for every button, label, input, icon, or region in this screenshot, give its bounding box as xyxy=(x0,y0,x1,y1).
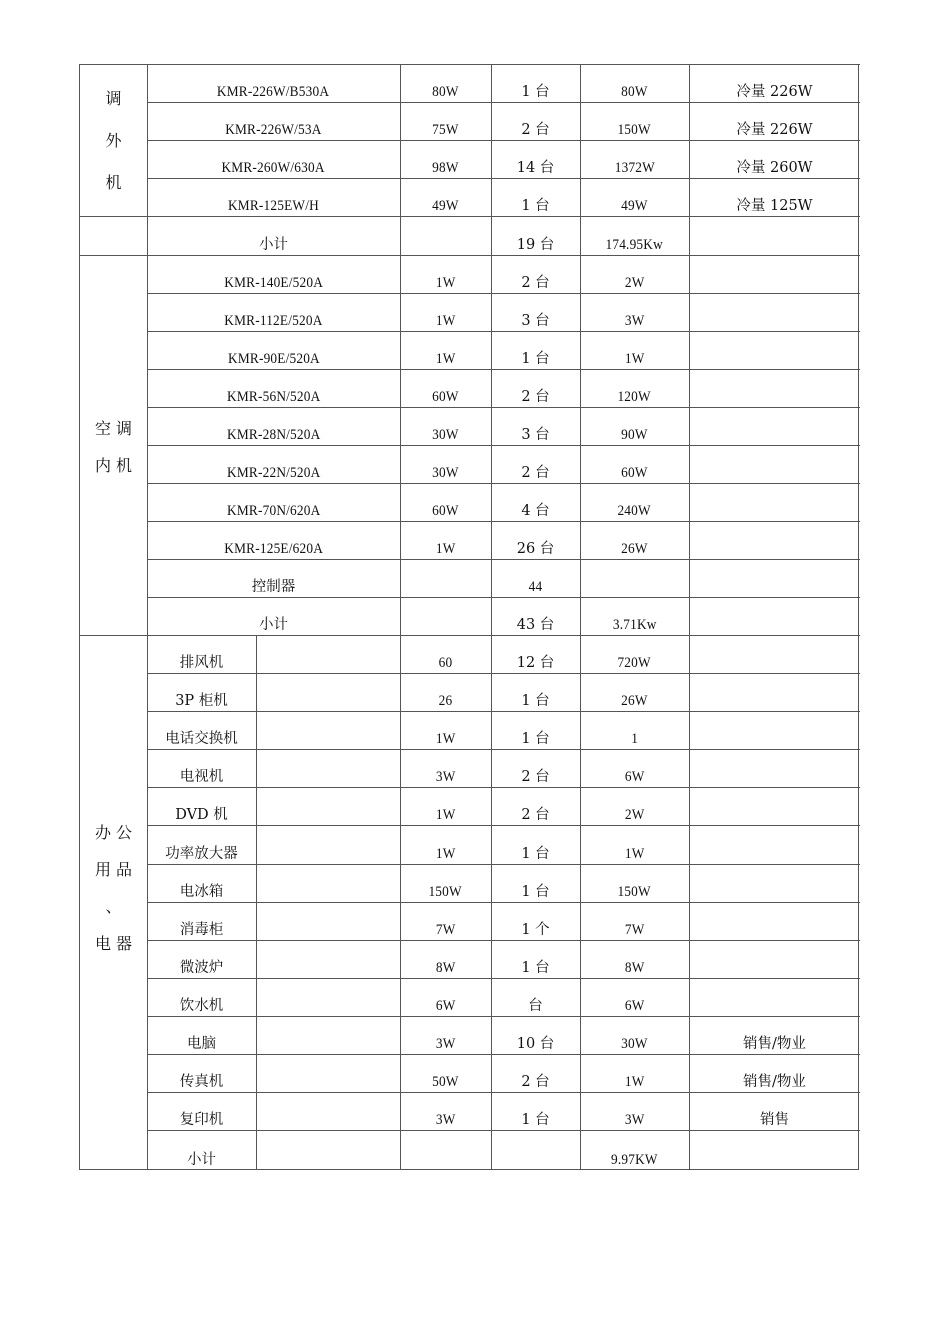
quantity-cell-text: 1 台 xyxy=(521,84,550,100)
quantity-cell-text: 12 台 xyxy=(516,655,555,671)
total-power-cell-text: 49W xyxy=(621,198,648,214)
item-name-cell-text: KMR-70N/620A xyxy=(226,503,321,519)
unit-power-cell-text: 50W xyxy=(432,1074,459,1090)
item-name-cell-text: 复印机 xyxy=(179,1112,224,1128)
total-power-cell-text: 9.97KW xyxy=(611,1152,658,1168)
item-name-cell-text: 排风机 xyxy=(179,655,224,671)
unit-power-cell-text: 1W xyxy=(435,846,456,862)
remark-cell xyxy=(689,521,860,559)
remark-cell xyxy=(689,369,860,407)
total-power-cell-text: 26W xyxy=(621,693,648,709)
unit-power-cell xyxy=(400,978,491,1016)
quantity-cell xyxy=(491,445,580,483)
total-power-cell xyxy=(580,407,689,445)
group-label-line: 外 xyxy=(105,131,122,150)
total-power-cell-text: 26W xyxy=(621,541,648,557)
remark-cell xyxy=(689,825,860,864)
total-power-cell-text: 6W xyxy=(624,998,645,1014)
item-name-cell-text: KMR-90E/520A xyxy=(227,351,320,367)
unit-power-cell-text: 1W xyxy=(435,351,456,367)
unit-power-cell-text: 7W xyxy=(435,922,456,938)
total-power-cell-text: 60W xyxy=(621,465,648,481)
remark-cell xyxy=(689,940,860,978)
remark-cell xyxy=(689,140,860,178)
total-power-cell xyxy=(580,216,689,255)
item-name-cell-text: KMR-260W/630A xyxy=(221,160,326,176)
remark-cell-text: 冷量 125W xyxy=(736,198,813,214)
item-name-cell xyxy=(147,178,400,216)
item-name-cell-text: KMR-226W/53A xyxy=(225,122,322,138)
quantity-cell xyxy=(491,1130,580,1170)
unit-power-cell-text: 26 xyxy=(438,693,453,709)
quantity-cell xyxy=(491,293,580,331)
quantity-cell xyxy=(491,635,580,673)
quantity-cell-text: 1 个 xyxy=(521,922,550,938)
quantity-cell-text: 43 台 xyxy=(516,617,555,633)
total-power-cell xyxy=(580,1130,689,1170)
group-label-line: 用 品 xyxy=(94,860,133,879)
total-power-cell xyxy=(580,749,689,787)
total-power-cell xyxy=(580,787,689,825)
unit-power-cell xyxy=(400,673,491,711)
total-power-cell-text: 3W xyxy=(624,313,645,329)
unit-power-cell-text: 150W xyxy=(428,884,463,900)
remark-cell xyxy=(689,559,860,597)
unit-power-cell xyxy=(400,940,491,978)
quantity-cell-text: 3 台 xyxy=(521,427,550,443)
item-name-cell xyxy=(147,102,400,140)
unit-power-cell xyxy=(400,64,491,102)
quantity-cell xyxy=(491,864,580,902)
group-label-office xyxy=(80,820,147,954)
unit-power-cell xyxy=(400,369,491,407)
unit-power-cell xyxy=(400,711,491,749)
quantity-cell xyxy=(491,178,580,216)
remark-cell xyxy=(689,293,860,331)
quantity-cell-text: 14 台 xyxy=(516,160,555,176)
group-label-line: 内 机 xyxy=(94,456,133,475)
group-label-line: 电 器 xyxy=(94,934,133,953)
item-name-cell-text: 控制器 xyxy=(251,579,296,595)
item-name-cell-text: KMR-56N/520A xyxy=(226,389,321,405)
unit-power-cell xyxy=(400,178,491,216)
item-name-cell xyxy=(147,369,400,407)
total-power-cell-text: 7W xyxy=(624,922,645,938)
total-power-cell-text: 240W xyxy=(617,503,652,519)
total-power-cell xyxy=(580,978,689,1016)
total-power-cell-text: 150W xyxy=(617,122,652,138)
group-label-line: 空 调 xyxy=(94,419,133,438)
quantity-cell xyxy=(491,369,580,407)
total-power-cell xyxy=(580,445,689,483)
quantity-cell-text: 10 台 xyxy=(516,1036,555,1052)
total-power-cell xyxy=(580,483,689,521)
unit-power-cell xyxy=(400,1054,491,1092)
item-name-cell xyxy=(147,407,400,445)
total-power-cell xyxy=(580,559,689,597)
quantity-cell-text: 4 台 xyxy=(521,503,550,519)
total-power-cell xyxy=(580,825,689,864)
group-label-line: 机 xyxy=(105,173,122,192)
remark-cell xyxy=(689,1092,860,1130)
unit-power-cell-text: 49W xyxy=(432,198,459,214)
unit-power-cell-text: 1W xyxy=(435,731,456,747)
quantity-cell-text: 2 台 xyxy=(521,275,550,291)
quantity-cell-text: 1 台 xyxy=(521,351,550,367)
unit-power-cell xyxy=(400,559,491,597)
quantity-cell-text: 26 台 xyxy=(516,541,555,557)
quantity-cell xyxy=(491,331,580,369)
quantity-cell-text: 2 台 xyxy=(521,465,550,481)
unit-power-cell xyxy=(400,749,491,787)
item-name-cell xyxy=(147,64,400,102)
item-name-cell xyxy=(147,445,400,483)
remark-cell xyxy=(689,902,860,940)
quantity-cell xyxy=(491,1092,580,1130)
remark-cell xyxy=(689,331,860,369)
total-power-cell xyxy=(580,64,689,102)
unit-power-cell-text: 1W xyxy=(435,541,456,557)
item-name-cell-text: 小计 xyxy=(187,1152,216,1168)
item-name-cell-text: 小计 xyxy=(259,237,288,253)
quantity-cell-text: 1 台 xyxy=(521,1112,550,1128)
remark-cell-text: 冷量 226W xyxy=(736,84,813,100)
item-name-cell-text: 饮水机 xyxy=(179,998,224,1014)
total-power-cell-text: 6W xyxy=(624,769,645,785)
total-power-cell xyxy=(580,369,689,407)
total-power-cell xyxy=(580,331,689,369)
remark-cell xyxy=(689,407,860,445)
remark-cell xyxy=(689,445,860,483)
remark-cell xyxy=(689,1130,860,1170)
total-power-cell-text: 1W xyxy=(624,351,645,367)
unit-power-cell xyxy=(400,1092,491,1130)
quantity-cell xyxy=(491,559,580,597)
item-name-cell-text: 电话交换机 xyxy=(165,731,238,747)
quantity-cell xyxy=(491,216,580,255)
item-name-cell xyxy=(147,559,400,597)
quantity-cell-text: 1 台 xyxy=(521,693,550,709)
item-name-cell xyxy=(147,864,256,902)
unit-power-cell-text: 60 xyxy=(438,655,453,671)
item-name-cell-text: 传真机 xyxy=(179,1074,224,1090)
item-name-cell-text: 功率放大器 xyxy=(165,846,238,862)
remark-cell xyxy=(689,255,860,293)
unit-power-cell xyxy=(400,1016,491,1054)
quantity-cell xyxy=(491,787,580,825)
remark-cell xyxy=(689,787,860,825)
total-power-cell xyxy=(580,178,689,216)
total-power-cell-text: 80W xyxy=(621,84,648,100)
quantity-cell-text: 44 xyxy=(528,579,543,595)
unit-power-cell-text: 30W xyxy=(432,465,459,481)
remark-cell xyxy=(689,673,860,711)
remark-cell-text: 销售/物业 xyxy=(743,1074,806,1090)
total-power-cell-text: 1372W xyxy=(614,160,655,176)
item-name-cell xyxy=(147,902,256,940)
item-name-cell xyxy=(147,1054,256,1092)
item-name-cell xyxy=(147,749,256,787)
item-name-cell-text: 消毒柜 xyxy=(179,922,224,938)
quantity-cell xyxy=(491,673,580,711)
item-name-cell xyxy=(147,483,400,521)
total-power-cell xyxy=(580,102,689,140)
quantity-cell-text: 1 台 xyxy=(521,846,550,862)
unit-power-cell-text: 60W xyxy=(432,503,459,519)
quantity-cell-text: 1 台 xyxy=(521,198,550,214)
quantity-cell xyxy=(491,521,580,559)
total-power-cell-text: 2W xyxy=(624,275,645,291)
item-name-cell xyxy=(147,1016,256,1054)
item-name-cell-text: KMR-226W/B530A xyxy=(217,84,330,100)
unit-power-cell-text: 6W xyxy=(435,998,456,1014)
unit-power-cell-text: 3W xyxy=(435,769,456,785)
item-name-cell-text: KMR-125E/620A xyxy=(224,541,323,557)
item-name-cell xyxy=(147,255,400,293)
remark-cell xyxy=(689,216,860,255)
remark-cell-text: 冷量 226W xyxy=(736,122,813,138)
group-label-line: 、 xyxy=(105,897,122,916)
unit-power-cell-text: 98W xyxy=(432,160,459,176)
unit-power-cell xyxy=(400,216,491,255)
equipment-power-table xyxy=(79,64,859,1170)
unit-power-cell xyxy=(400,825,491,864)
total-power-cell xyxy=(580,673,689,711)
unit-power-cell xyxy=(400,864,491,902)
total-power-cell-text: 1W xyxy=(624,1074,645,1090)
total-power-cell-text: 1W xyxy=(624,846,645,862)
total-power-cell-text: 1 xyxy=(631,731,638,747)
total-power-cell xyxy=(580,255,689,293)
item-name-cell xyxy=(147,978,256,1016)
item-name-cell xyxy=(147,940,256,978)
quantity-cell-text: 2 台 xyxy=(521,769,550,785)
quantity-cell-text: 2 台 xyxy=(521,389,550,405)
unit-power-cell-text: 60W xyxy=(432,389,459,405)
quantity-cell-text: 19 台 xyxy=(516,237,555,253)
quantity-cell xyxy=(491,255,580,293)
quantity-cell xyxy=(491,749,580,787)
quantity-cell-text: 2 台 xyxy=(521,1074,550,1090)
quantity-cell xyxy=(491,825,580,864)
item-name-cell xyxy=(147,825,256,864)
total-power-cell xyxy=(580,521,689,559)
quantity-cell xyxy=(491,1016,580,1054)
quantity-cell xyxy=(491,1054,580,1092)
item-name-cell xyxy=(147,140,400,178)
total-power-cell xyxy=(580,902,689,940)
item-name-cell xyxy=(147,1130,256,1170)
item-name-cell xyxy=(147,635,256,673)
quantity-cell-text: 3 台 xyxy=(521,313,550,329)
item-name-cell-text: 电脑 xyxy=(187,1036,216,1052)
remark-cell xyxy=(689,978,860,1016)
quantity-cell-text: 2 台 xyxy=(521,122,550,138)
item-name-cell xyxy=(147,331,400,369)
unit-power-cell xyxy=(400,902,491,940)
unit-power-cell xyxy=(400,597,491,635)
item-name-cell xyxy=(147,787,256,825)
group-label-ac_outdoor xyxy=(80,86,147,193)
item-name-cell xyxy=(147,711,256,749)
unit-power-cell-text: 3W xyxy=(435,1036,456,1052)
quantity-cell xyxy=(491,102,580,140)
remark-cell xyxy=(689,1054,860,1092)
remark-cell-text: 销售 xyxy=(760,1112,789,1128)
total-power-cell xyxy=(580,1016,689,1054)
remark-cell xyxy=(689,597,860,635)
group-label-line: 办 公 xyxy=(94,823,133,842)
item-name-cell-text: 电冰箱 xyxy=(179,884,224,900)
remark-cell xyxy=(689,102,860,140)
total-power-cell xyxy=(580,597,689,635)
quantity-cell-text: 2 台 xyxy=(521,807,550,823)
unit-power-cell xyxy=(400,445,491,483)
unit-power-cell xyxy=(400,407,491,445)
total-power-cell xyxy=(580,940,689,978)
total-power-cell xyxy=(580,864,689,902)
remark-cell xyxy=(689,1016,860,1054)
total-power-cell-text: 30W xyxy=(621,1036,648,1052)
total-power-cell xyxy=(580,1054,689,1092)
remark-cell xyxy=(689,711,860,749)
unit-power-cell-text: 3W xyxy=(435,1112,456,1128)
total-power-cell-text: 3.71Kw xyxy=(612,617,657,633)
unit-power-cell xyxy=(400,787,491,825)
item-name-cell xyxy=(147,597,400,635)
unit-power-cell xyxy=(400,521,491,559)
total-power-cell xyxy=(580,711,689,749)
total-power-cell xyxy=(580,1092,689,1130)
remark-cell xyxy=(689,864,860,902)
unit-power-cell xyxy=(400,255,491,293)
quantity-cell xyxy=(491,902,580,940)
remark-cell-text: 销售/物业 xyxy=(743,1036,806,1052)
item-name-cell-text: 3P 柜机 xyxy=(175,693,228,709)
unit-power-cell xyxy=(400,635,491,673)
quantity-cell xyxy=(491,940,580,978)
total-power-cell-text: 2W xyxy=(624,807,645,823)
group-label-ac_indoor xyxy=(80,416,147,476)
remark-cell xyxy=(689,749,860,787)
item-name-cell-text: DVD 机 xyxy=(175,807,228,823)
unit-power-cell-text: 1W xyxy=(435,275,456,291)
unit-power-cell-text: 75W xyxy=(432,122,459,138)
total-power-cell-text: 150W xyxy=(617,884,652,900)
quantity-cell-text: 1 台 xyxy=(521,884,550,900)
quantity-cell xyxy=(491,483,580,521)
unit-power-cell-text: 1W xyxy=(435,313,456,329)
total-power-cell-text: 720W xyxy=(617,655,652,671)
unit-power-cell xyxy=(400,140,491,178)
total-power-cell xyxy=(580,635,689,673)
total-power-cell xyxy=(580,293,689,331)
item-name-cell-text: 电视机 xyxy=(179,769,224,785)
item-name-cell-text: KMR-28N/520A xyxy=(226,427,321,443)
total-power-cell-text: 3W xyxy=(624,1112,645,1128)
unit-power-cell xyxy=(400,293,491,331)
item-name-cell-text: KMR-125EW/H xyxy=(228,198,319,214)
item-name-cell xyxy=(147,521,400,559)
quantity-cell xyxy=(491,64,580,102)
quantity-cell-text: 1 台 xyxy=(521,960,550,976)
group-label-line: 调 xyxy=(105,89,122,108)
total-power-cell-text: 90W xyxy=(621,427,648,443)
unit-power-cell xyxy=(400,331,491,369)
item-name-cell-text: KMR-22N/520A xyxy=(226,465,321,481)
item-name-cell-text: 小计 xyxy=(259,617,288,633)
item-name-cell-text: KMR-140E/520A xyxy=(224,275,323,291)
unit-power-cell-text: 8W xyxy=(435,960,456,976)
total-power-cell xyxy=(580,140,689,178)
total-power-cell-text: 174.95Kw xyxy=(605,237,664,253)
quantity-cell xyxy=(491,140,580,178)
quantity-cell xyxy=(491,407,580,445)
unit-power-cell xyxy=(400,1130,491,1170)
quantity-cell xyxy=(491,978,580,1016)
remark-cell xyxy=(689,635,860,673)
quantity-cell-text: 1 台 xyxy=(521,731,550,747)
remark-cell xyxy=(689,64,860,102)
item-name-cell-text: KMR-112E/520A xyxy=(224,313,323,329)
remark-cell-text: 冷量 260W xyxy=(736,160,813,176)
item-name-cell xyxy=(147,1092,256,1130)
total-power-cell-text: 8W xyxy=(624,960,645,976)
quantity-cell-text: 台 xyxy=(528,998,543,1014)
unit-power-cell xyxy=(400,483,491,521)
total-power-cell-text: 120W xyxy=(617,389,652,405)
unit-power-cell-text: 1W xyxy=(435,807,456,823)
quantity-cell xyxy=(491,711,580,749)
unit-power-cell-text: 80W xyxy=(432,84,459,100)
remark-cell xyxy=(689,178,860,216)
unit-power-cell-text: 30W xyxy=(432,427,459,443)
item-name-cell xyxy=(147,293,400,331)
item-name-cell xyxy=(147,216,400,255)
unit-power-cell xyxy=(400,102,491,140)
item-name-cell xyxy=(147,673,256,711)
item-name-cell-text: 微波炉 xyxy=(179,960,224,976)
quantity-cell xyxy=(491,597,580,635)
remark-cell xyxy=(689,483,860,521)
